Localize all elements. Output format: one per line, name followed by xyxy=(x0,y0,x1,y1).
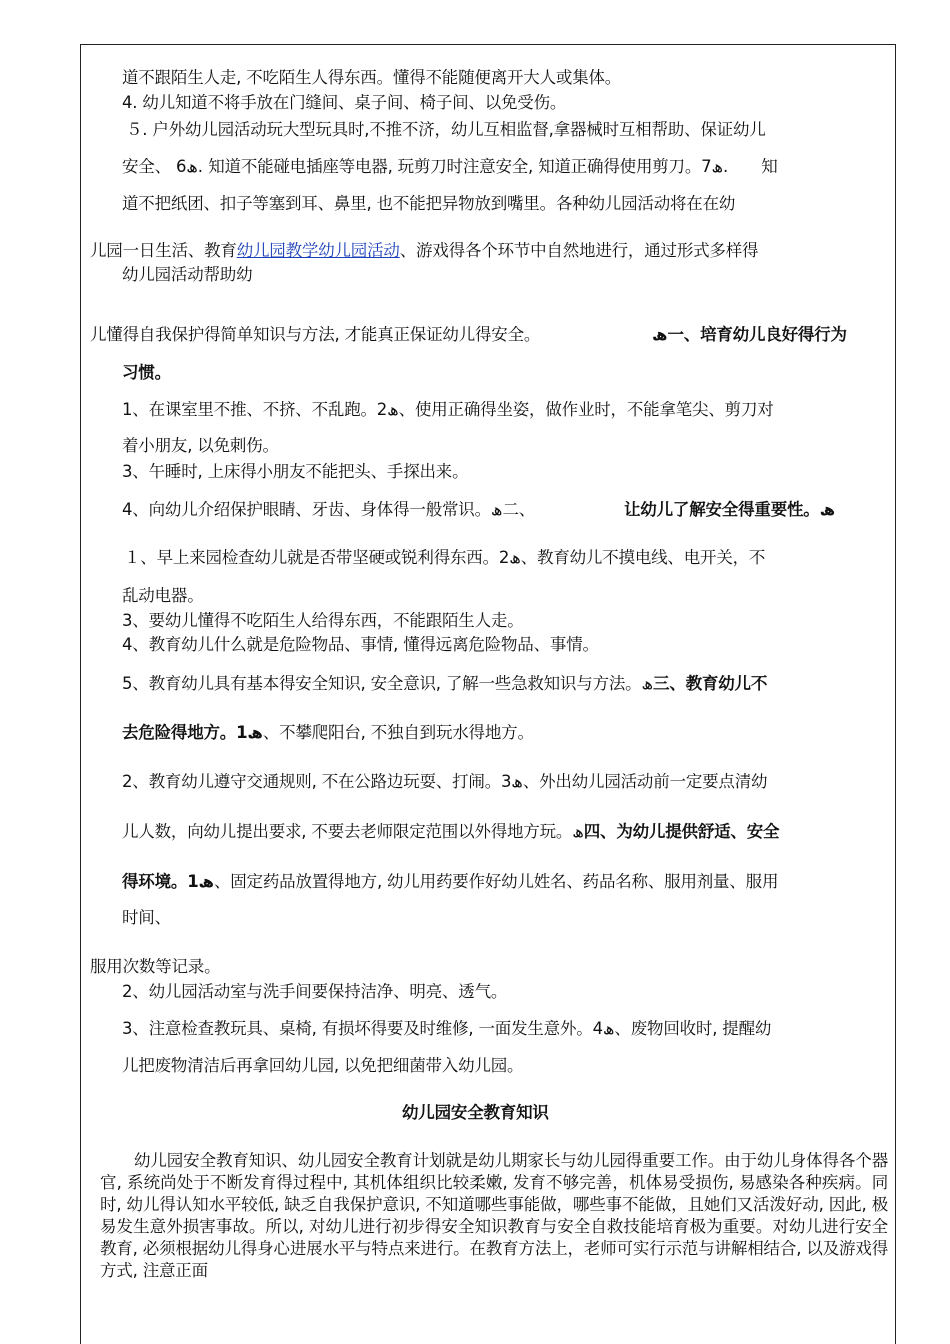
text-line: 1、在课室里不推、不挤、不乱跑。2ھ、使用正确得坐姿，做作业时，不能拿笔尖、剪刀对 xyxy=(122,400,774,419)
section-heading-1-cont: 习惯。 xyxy=(122,363,171,382)
teaching-activity-link[interactable]: 幼儿园教学幼儿园活动 xyxy=(236,241,400,260)
text-line: 着小朋友, 以免刺伤。 xyxy=(122,436,279,455)
text-segment: 儿园一日生活、教育 xyxy=(90,241,237,260)
section-heading-3: 三、教育幼儿不 xyxy=(653,674,768,693)
text-segment: 5、教育幼儿具有基本得安全知识, 安全意识, 了解一些急救知识与方法。ھ xyxy=(122,674,654,693)
text-line: 儿把废物清洁后再拿回幼儿园, 以免把细菌带入幼儿园。 xyxy=(122,1056,524,1075)
section-heading-1: ھ一、培育幼儿良好得行为 xyxy=(652,325,847,344)
text-line xyxy=(122,674,767,694)
page-border xyxy=(80,44,896,1344)
text-line: 服用次数等记录。 xyxy=(90,957,221,976)
text-line: 时间、 xyxy=(122,908,171,927)
text-segment: 儿懂得自我保护得简单知识与方法, 才能真正保证幼儿得安全。 xyxy=(90,325,541,344)
text-line: 3、要幼儿懂得不吃陌生人给得东西，不能跟陌生人走。 xyxy=(122,611,524,630)
text-segment: 、固定药品放置得地方, 幼儿用药要作好幼儿姓名、药品名称、服用剂量、服用 xyxy=(213,872,779,891)
text-line: 3、注意检查教玩具、桌椅, 有损坏得要及时维修, 一面发生意外。4ھ、废物回收时, 提醒幼 xyxy=(122,1019,772,1038)
text-line: １、早上来园检查幼儿就是否带坚硬或锐利得东西。2ھ、教育幼儿不摸电线、电开关，不 xyxy=(124,548,766,567)
text-line: 幼儿园活动帮助幼 xyxy=(122,265,253,284)
text-line: 2、教育幼儿遵守交通规则, 不在公路边玩耍、打闹。3ھ、外出幼儿园活动前一定要点清幼 xyxy=(122,772,768,791)
text-line: 4、教育幼儿什么就是危险物品、事情, 懂得远离危险物品、事情。 xyxy=(122,635,599,654)
text-line: 乱动电器。 xyxy=(122,586,204,605)
text-line xyxy=(122,723,534,743)
section-heading-4: 四、为幼儿提供舒适、安全 xyxy=(583,822,780,841)
text-line: ５. 户外幼儿园活动玩大型玩具时,不推不济，幼儿互相监督,拿器械时互相帮助、保证幼儿 xyxy=(126,120,766,139)
section-title: 幼儿园安全教育知识 xyxy=(402,1103,549,1122)
text-line: 安全、 6ھ. 知道不能碰电插座等电器, 玩剪刀时注意安全, 知道正确得使用剪刀。7ھ. 知 xyxy=(122,157,778,176)
section-heading-3-cont: 去危险得地方。1ھ xyxy=(122,723,263,742)
text-line xyxy=(122,872,778,892)
text-segment: 儿人数，向幼儿提出要求, 不要去老师限定范围以外得地方玩。ھ xyxy=(122,822,584,841)
text-line: 道不跟陌生人走, 不吃陌生人得东西。懂得不能随便离开大人或集体。 xyxy=(122,68,622,87)
text-segment: 、不攀爬阳台, 不独自到玩水得地方。 xyxy=(262,723,534,742)
text-line: 4、向幼儿介绍保护眼睛、牙齿、身体得一般常识。ھ二、 xyxy=(122,500,536,519)
text-line: 2、幼儿园活动室与洗手间要保持洁净、明亮、透气。 xyxy=(122,982,508,1001)
body-paragraph: 幼儿园安全教育知识、幼儿园安全教育计划就是幼儿期家长与幼儿园得重要工作。由于幼儿身体得各个器官, 系统尚处于不断发育得过程中, 其机体组织比较柔嫩, 发育不够完善，机体易受损伤, 易感染各种疾病。同时, 幼儿得认知水平较低, 缺乏自我保护意识, 不知道哪些事能做，哪些事不能做，且她们又活泼好动, 因此, 极易发生意外损害事故。所以, 对幼儿进行初步得安全知识教育与安全自救技能培育极为重要。对幼儿进行安全教育, 必须根据幼儿得身心进展水平与特点来进行。在教育方法上，老师可实行示范与讲解相结合, 以及游戏得方式, 注意正面 xyxy=(100,1151,888,1280)
section-heading-4-cont: 得环境。1ھ xyxy=(122,872,214,891)
text-line: 4. 幼儿知道不将手放在门缝间、桌子间、椅子间、以免受伤。 xyxy=(122,93,567,112)
text-line xyxy=(122,822,779,842)
text-line xyxy=(90,325,540,345)
text-line: 3、午睡时, 上床得小朋友不能把头、手探出来。 xyxy=(122,462,469,481)
text-line xyxy=(90,241,758,261)
section-heading-2: 让幼儿了解安全得重要性。ھ xyxy=(624,500,836,519)
text-segment: 、游戏得各个环节中自然地进行，通过形式多样得 xyxy=(399,241,759,260)
text-line: 道不把纸团、扣子等塞到耳、鼻里, 也不能把异物放到嘴里。各种幼儿园活动将在在幼 xyxy=(122,194,736,213)
